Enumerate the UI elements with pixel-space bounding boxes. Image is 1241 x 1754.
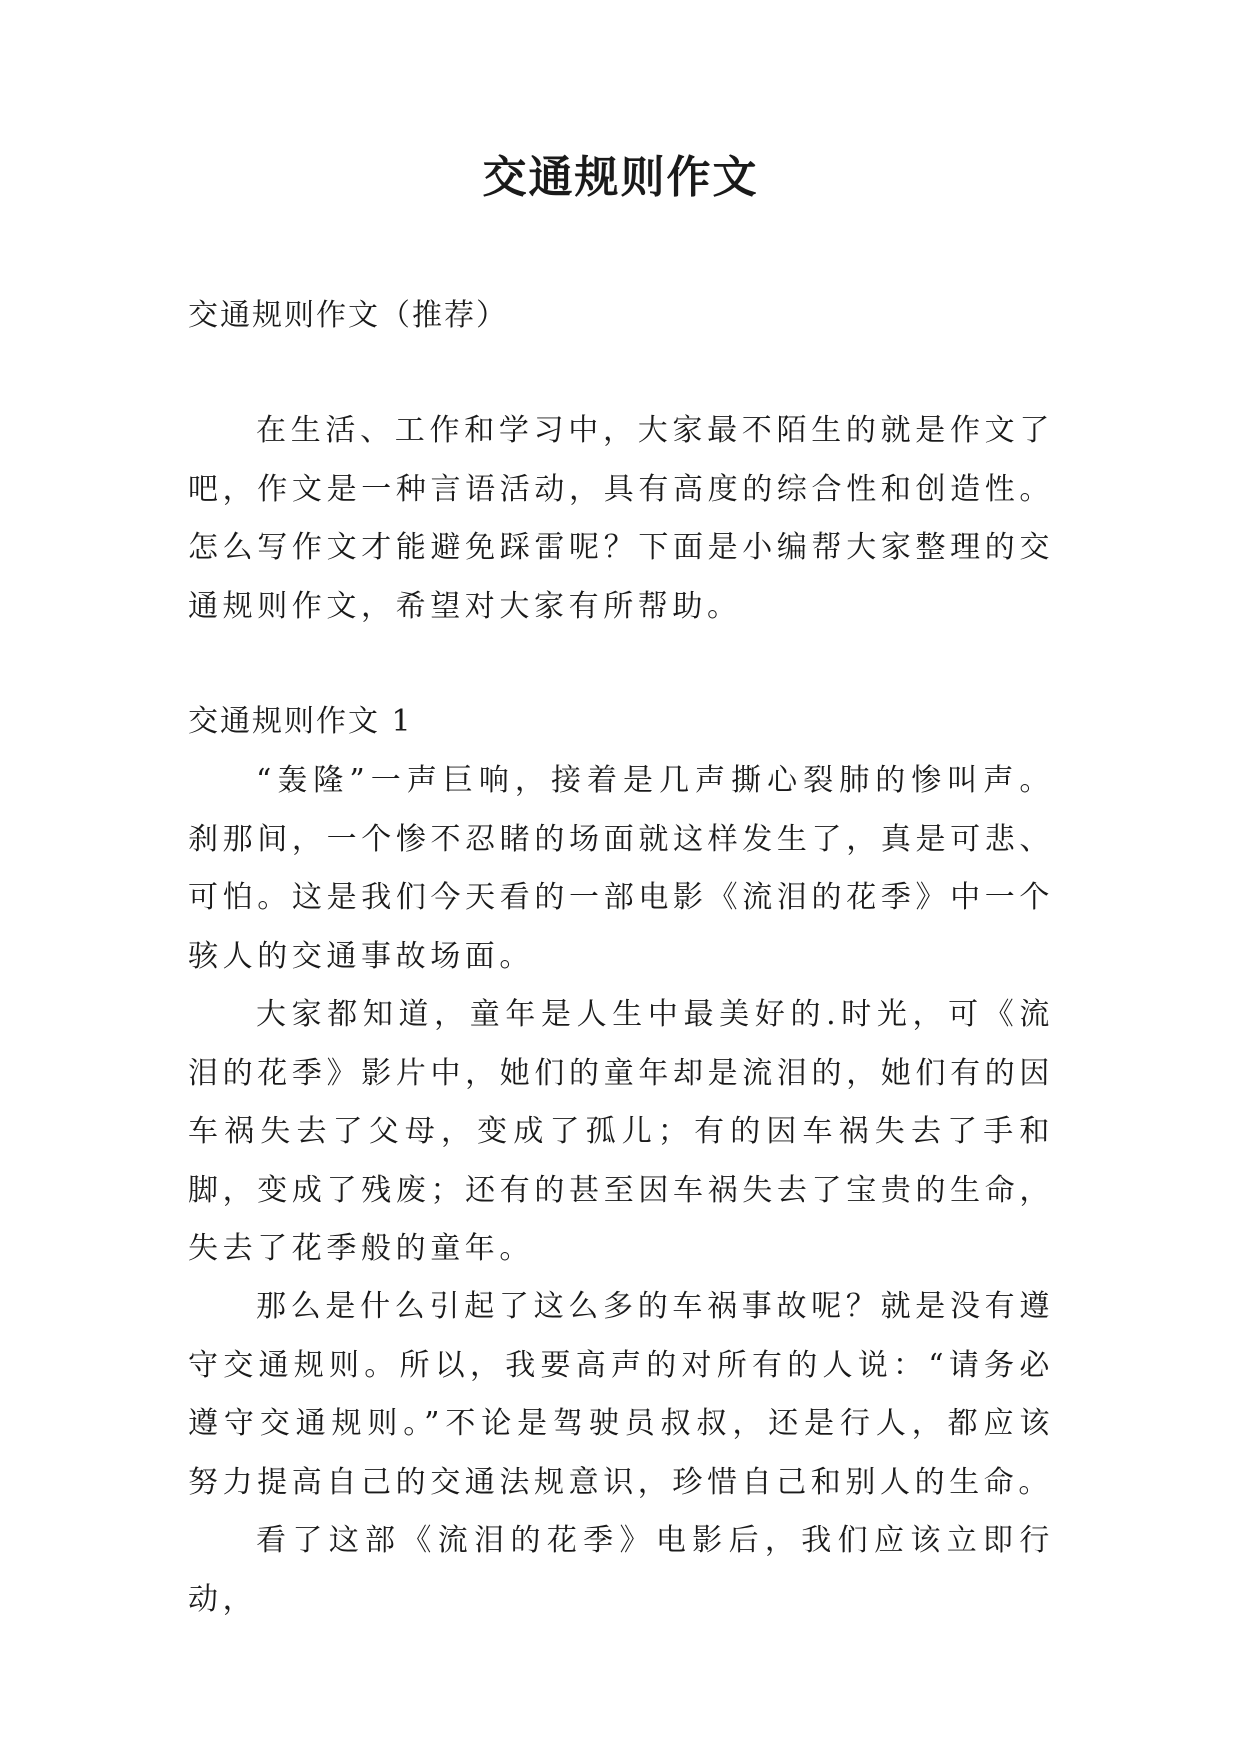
body-paragraph-2: 大家都知道，童年是人生中最美好的.时光，可《流泪的花季》影片中，她们的童年却是流泪的，她们有的因车祸失去了父母，变成了孤儿；有的因车祸失去了手和脚，变成了残废；还有的甚至因车祸失去了宝贵的生命，失去了花季般的童年。	[188, 997, 1054, 1266]
body-paragraph-1: “轰隆”一声巨响，接着是几声撕心裂肺的惨叫声。刹那间，一个惨不忍睹的场面就这样发生了，真是可悲、可怕。这是我们今天看的一部电影《流泪的花季》中一个骇人的交通事故场面。	[188, 763, 1054, 974]
body-paragraph-3: 那么是什么引起了这么多的车祸事故呢？就是没有遵守交通规则。所以，我要高声的对所有的人说：“请务必遵守交通规则。”不论是驾驶员叔叔，还是行人，都应该努力提高自己的交通法规意识，珍惜自己和别人的生命。	[188, 1289, 1054, 1500]
section-title: 交通规则作文 1	[188, 704, 413, 739]
intro-paragraph: 在生活、工作和学习中，大家最不陌生的就是作文了吧，作文是一种言语活动，具有高度的综合性和创造性。怎么写作文才能避免踩雷呢？下面是小编帮大家整理的交通规则作文，希望对大家有所帮助。	[188, 413, 1054, 624]
body-paragraph-4: 看了这部《流泪的花季》电影后，我们应该立即行动，	[188, 1523, 1054, 1617]
document-title: 交通规则作文	[482, 152, 759, 203]
document-subtitle: 交通规则作文（推荐）	[188, 298, 508, 333]
